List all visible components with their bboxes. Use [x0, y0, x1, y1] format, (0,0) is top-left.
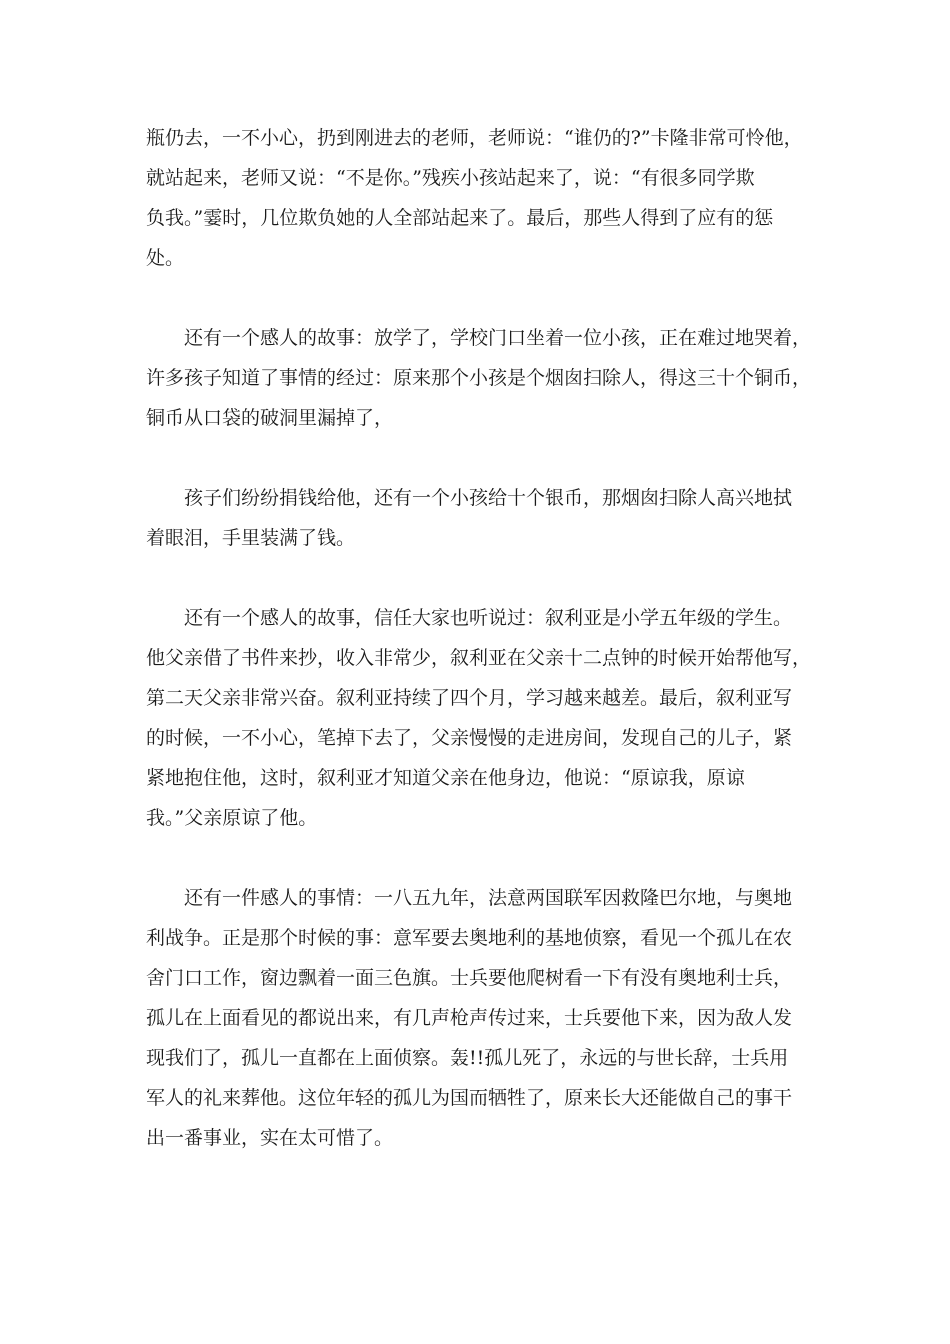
paragraph-line: 现我们了，孤儿一直都在上面侦察。轰!!孤儿死了，永远的与世长辞，士兵用	[146, 1047, 789, 1069]
paragraph-line: 孩子们纷纷捐钱给他，还有一个小孩给十个银币，那烟囱扫除人高兴地拭	[184, 487, 793, 509]
paragraph-line: 瓶仍去，一不小心，扔到刚进去的老师，老师说：“谁仍的?”卡隆非常可怜他，	[146, 127, 803, 149]
paragraph-line: 负我。”霎时，几位欺负她的人全部站起来了。最后，那些人得到了应有的惩	[146, 207, 774, 229]
paragraph-line: 还有一个感人的故事，信任大家也听说过：叙利亚是小学五年级的学生。	[184, 607, 793, 629]
paragraph-line: 军人的礼来葬他。这位年轻的孤儿为国而牺牲了，原来长大还能做自己的事干	[146, 1087, 793, 1109]
paragraph-line: 出一番事业，实在太可惜了。	[146, 1127, 394, 1149]
paragraph-line: 我。”父亲原谅了他。	[146, 807, 318, 829]
paragraph-line: 许多孩子知道了事情的经过：原来那个小孩是个烟囱扫除人，得这三十个铜币，	[146, 367, 812, 389]
paragraph-line: 还有一件感人的事情：一八五九年，法意两国联军因救隆巴尔地，与奥地	[184, 887, 793, 909]
paragraph-line: 铜币从口袋的破洞里漏掉了，	[146, 407, 394, 429]
paragraph-line: 还有一个感人的故事：放学了，学校门口坐着一位小孩，正在难过地哭着，	[184, 327, 812, 349]
paragraph-line: 就站起来，老师又说：“不是你。”残疾小孩站起来了，说：“有很多同学欺	[146, 167, 755, 189]
paragraph-line: 着眼泪，手里装满了钱。	[146, 527, 356, 549]
paragraph-line: 他父亲借了书件来抄，收入非常少，叙利亚在父亲十二点钟的时候开始帮他写，	[146, 647, 812, 669]
paragraph-line: 紧地抱住他，这时，叙利亚才知道父亲在他身边，他说：“原谅我，原谅	[146, 767, 745, 789]
paragraph-line: 处。	[146, 247, 185, 269]
paragraph-line: 孤儿在上面看见的都说出来，有几声枪声传过来，士兵要他下来，因为敌人发	[146, 1007, 793, 1029]
paragraph-line: 利战争。正是那个时候的事：意军要去奥地利的基地侦察，看见一个孤儿在农	[146, 927, 793, 949]
paragraph-line: 的时候，一不小心，笔掉下去了，父亲慢慢的走进房间，发现自己的儿子，紧	[146, 727, 793, 749]
paragraph-line: 舍门口工作，窗边飘着一面三色旗。士兵要他爬树看一下有没有奥地利士兵，	[146, 967, 793, 989]
paragraph-line: 第二天父亲非常兴奋。叙利亚持续了四个月，学习越来越差。最后，叙利亚写	[146, 687, 793, 709]
